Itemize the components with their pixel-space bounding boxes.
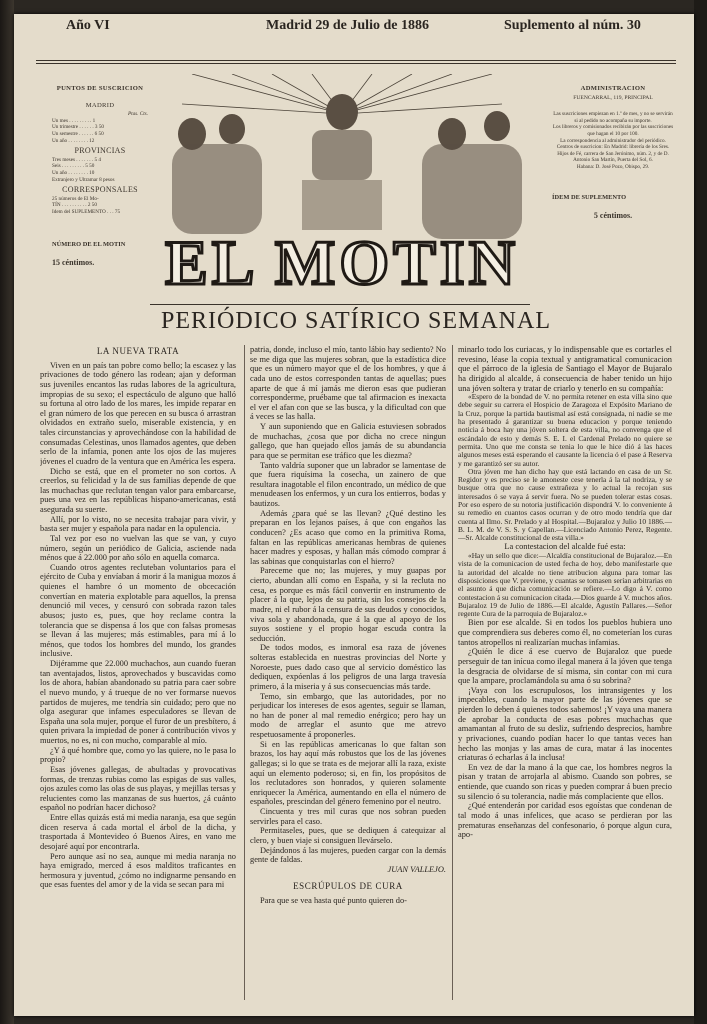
admin-note: Los libreros y comisionados recibirán por las suscriciones que hagan el 10 por 100. [552,124,674,137]
quoted-letter: Otra jóven me han dicho hay que está lactando en casa de un Sr. Regidor y es preciso se le amoneste cese tenerla á la tal nodriza, y se busque otra que no cause extrañeza y lo actual la recojan sus interesados ó se vaya á servir fuera. No se pueden tolerar estas cosas. Por eso espero de su notoria justificación dispondrá V. lo conveniente á su remedio en cuantos casos ocurran y de otro modo tendría que dar cuenta al Ilmo. Sr. Prelado y al Hospital.—Bujaraloz y Julio 10 1886.—B. L. M. de V. S. S. y Capellan.—Licenciado Antonio Perez, Regente.—Sr. Alcalde constitucional de esta villa.» [458,466,672,543]
paragraph: En vez de dar la mano á la que cae, los hombres negros la pisan y tratan de arrojarla al abismo. Cuando son pobres, se entiende, que cuando son ricas y pueden comprar á buen precio su silencio ó su tolerancia, nadie más complaciente que ellos. [458,762,672,801]
masthead-rule [150,304,530,305]
price-heading: Ptas. Cts. [127,111,148,118]
corresponsales-row: TÍN . . . . . . . . . . 2 50 [52,202,97,209]
masthead-drawing [152,74,532,304]
madrid-row: Un mes . . . . . . . . . 1 [52,117,96,124]
paragraph: minarlo todo los curiacas, y lo indispensable que es cortarles el revesino, léase la copia textual y antigramatical comunicacion que el párroco de la iglesia de Santiago el Mayor de Bujaralo ha dirigido al alcalde, á consecuencia de haber tenido un hijo una jóven soltera y tratar de criarlo y tenerlo en su compañía: [458,345,672,393]
article-heading: ESCRÚPULOS DE CURA [293,881,403,892]
admin-note: Las suscriciones empiezan en 1.º de mes, y no se servirán si al pedido no acompaña su importe. [553,111,673,124]
admin-note: Centros de suscricion: En Madrid: librería de los Sres. Hijos de Fé, carrera de San Jerónimo, núm. 2, y de D. Antonio San Martín, Puerta del Sol, 6. [556,144,670,164]
paragraph: Bien por ese alcalde. Si en todos los pueblos hubiera uno que comprendiera sus deberes como él, no cometerían los curas tantos atropellos ni realizarían muchas infamias. [458,618,672,647]
column-divider [452,345,453,1000]
paragraph: patria, donde, incluso el mío, tanto lábio hay sediento? No se me diga que las mujeres sobran, que la estadística dice que es un número mayor que el de los hombres, y que á cada uno de estos corresponden tantas de aquellas; pues aparte de que á mí jamás me dieron esas que pudieran corresponderme, pruébame que tal afirmacion es inexacta el ver el afan con que se las busca, y la dificultad con que á veces se las halla. [250,345,446,422]
paragraph: ¿Y á qué hombre que, como yo las quiere, no le pasa lo propio? [40,745,236,765]
paragraph: Permitaseles, pues, que se dediquen á catequizar al clero, y buen viaje si consiguen llevárselo. [250,826,446,845]
paragraph: Tanto valdría suponer que un labrador se lamentase de que fuera riquísima la cosecha, un zainero de que resultara inagotable el filon encontrado, un médico de que menudeasen los enfermos, y un cura los entierros, bodas y bautizos. [250,460,446,508]
paragraph: Pero aunque así no sea, aunque mi media naranja no haya emigrado, merced á esos malditos traficantes en hermosura y juventud, ¿cómo no indignarme pensando en que esas fuentes del amor y de la vida se secan para mi [40,851,236,890]
administration-address: FUENCARRAL, 119, PRINCIPAL [573,94,653,101]
paragraph: La contestacion del alcalde fué esta: [504,542,626,552]
column-1 [40,345,236,1005]
admin-note: La correspondencia al administrador del periódico. [560,137,666,144]
paragraph: Si en las repúblicas americanas lo que faltan son brazos, los hay aquí más robustos que los de las jóvenes gallegas; si lo que se trata es de mejorar allí la raza, existe aquí un elemento poderoso; si, en fin, los propósitos de los reclutadores son honrados, y quieren solamente enriquecer la América, aumentando en ella el número de españoles, prescindan del género femenino por el neutro. [250,739,446,807]
paragraph: Dejándonos á las mujeres, pueden cargar con la demás gente de faldas. [250,845,446,865]
paragraph: Cuando otros agentes recluteban voluntarios para el ejército de Cuba y envíaban á morir á la manigua mozos á quienes el hambre ó un momento de obcecación convertían en materia explotable para aquellos, la prensa denunció mil veces, y censuró con sobrada razon tales abusos; justo es, pues, que hoy reclame contra la tolerancia que se dispensa á los que con falsas promesas se llevan á las mujeres; más estimables, para mí á lo ménos, que todos los hombres del mundo, los grandes inclusive. [40,562,236,659]
supplement-label: ÍDEM DE SUPLEMENTO [552,193,627,201]
paragraph: ¿Quién le dice á ese cuervo de Bujaraloz que puede perseguir de tan inícua como ilegal manera á la jóven que tenga la desgracia de olvidarse de sí misma, sin contar con mi cura que la ampare, proclamándola su ama ó su sobrina? [458,647,672,686]
page-title: PERIÓDICO SATÍRICO SEMANAL [160,308,552,334]
admin-note: Habana: D. José Pozo, Obispo, 29. [576,163,650,170]
quoted-letter: «Espero de la bondad de V. no permita retener en esta villa sino que debe seguir su carrera el Hospicio de Zaragoza el Expósito Mariano de la Cruz, porque la partida bautismal así está consignada, ni nadie se me ha presentado á garantizar su buena educacion y porque teniendo noticia á boca hay una jóven soltera de esta villa, no convenga que el escándalo de esto y demás S. E. I. el Cardenal Prelado no quiere se permita. Uno que me consta se tenia lo que le hice dió á las haces algunos meses está esperando el causante la licencia ó el pase á Reserva y me garantizó ser su autor. [458,392,672,468]
corresponsales-label: CORRESPONSALES [62,185,138,195]
madrid-label: MADRID [85,101,115,109]
madrid-row: Un año . . . . . . . . 12 [52,137,95,144]
book-spine [0,0,14,1024]
madrid-row: Un semestre . . . . . . 6 50 [52,130,104,137]
madrid-row: Un trimestre . . . . . . 3 50 [52,124,105,131]
paragraph: Temo, sin embargo, que las autoridades, por no perjudicar los intereses de esos agentes, seguir se llaman, no han de poner al mal remedio enérgico; pero hay un modo de arreglar el asunto que me atrevo respetuosamente á proponerles. [250,691,446,739]
column-2 [250,345,446,1005]
supplement-price: 5 céntimos. [593,211,633,221]
provincias-row: Extranjero y Ultramar 8 pesos [52,176,115,183]
paragraph: De todos modos, es inmoral esa raza de jóvenes solteras establecida en nuestras provincias del Norte y Noroeste, pues dado caso que al servicio doméstico las dediquen, expóenlas á los peligros de una larga travesía primero, á la miseria y á sus consecuencias más tarde. [250,643,446,691]
paragraph: Y aun suponiendo que en Galicia estuviesen sobrados de muchachas, ¿cosa que por dicha no crece ningun gallego, que han quejado ellos jamás de su abundancia para que se permitan ese tráfico que les diezma? [250,422,446,460]
administration-box [552,82,674,220]
provincias-row: Seis . . . . . . . . . 5 50 [52,163,95,170]
paragraph: ¿Qué entenderán por caridad esos egoístas que condenan de tal modo á unas infelices, que acaso se perdieran por las prematuras enseñanzas del confesonario, ó porque algun cura, apo- [458,801,672,840]
number-price: 15 céntimos. [52,258,95,268]
provincias-row: Tres meses . . . . . . . 5 4 [52,156,101,163]
column-3 [458,345,672,1005]
paragraph: Dicho se está, que en el prometer no son cortos. A creerlos, su felicidad y la de sus familias depende de que las muchachas que reclutan tengan valor para embarcarse, pues una vez en las repúblicas hispano-americanas, está asegurada su suerte. [40,466,236,514]
paragraph: Pareceme que no; las mujeres, y muy guapas por cierto, abundan allí como en España, y si la recluta no cesa, es porque es más fácil convertir en instrumento de placer á la que, lejos de su patria, sin los consejos de la madre, ni el rubor á la censura de sus deudos y conocidos, viva sola y abandonada, que á la que al apoyo de los suyos sostiene y el propio hogar escuda contra la seducción. [250,566,446,643]
paragraph: Entre ellas quizás está mi media naranja, esa que según dicen reserva á cada mortal el árbol de la dicha, y trasportada á Montevideo ó Buenos Aires, en vano me desojaré aquí por encontrarla. [40,813,236,851]
header-bar [36,18,676,38]
header-volume: Año VI [66,18,110,33]
quoted-letter: «Hay un sello que dice:—Alcaldía constitucional de Bujaraloz.—En vista de la comunicacion de usted fecha de hoy, debo manifestarle que la autoridad del alcalde no tiene atribucion alguna para tomar las disposiciones que V. previene, y cuantas se tomasen serían arbitrarias en el asunto á que dicha comunicación se refiere.—Lo digo á V. como contestacion á su comunicacion citada.—Dios guarde á V. muchos años. Bujaraloz 19 de Julio de 1886.—El alcalde, Agustín Pallares.—Señor regente Cura de la parroquia de Bujaraloz.» [458,551,672,619]
header-rule [36,60,676,61]
crowd-figures [172,94,522,239]
number-label: NÚMERO DE EL MOTIN [52,240,126,248]
provincias-row: Un año . . . . . . . . 10 [52,169,95,176]
header-rule-thin [36,63,676,64]
paragraph: Esas jóvenes gallegas, de abultadas y provocativas formas, de trenzas rubias como las espigas de sus valles, ojos azules como las olas de sus playas, y mejillas tersas y relucientes como las manzanas de sus huertos, ¿á cuánto español no podrían hacer dichoso? [40,764,236,813]
paragraph: ¡Vaya con los escrupulosos, los intransigentes y los impecables, cuando la mayor parte de las jóvenes que se pierden lo deben á quienes todos sabemos! ¡Y vaya una manera de aprobar la conducta de esas pobres muchachas que amamantan al fruto de su desliz, sufriendo desprecios, hambre y privaciones, cuando podían hacer lo que tantas veces han hecho las monjas y las amas de cura, matar á las inocentes criaturas ó echarlas á la inclusa! [458,685,672,763]
paragraph: Tal vez por eso no vuelvan las que se van, y cuyo número, según un periódico de Galicia, asciende nada ménos que á 22.000 por año sólo en aquella comarca. [40,533,236,563]
masthead-logo [165,227,519,298]
masthead-illustration [152,74,532,304]
paragraph: Cincuenta y tres mil curas que nos sobran pueden servirles para el caso. [250,807,446,826]
paragraph: Allí, por lo visto, no se necesita trabajar para vivir, y basta ser mujer y española para nadar en la opulencia. [40,514,236,534]
signature: JUAN VALLEJO. [387,864,446,874]
corresponsales-row: Idem del SUPLEMENTO . . . 75 [52,208,121,215]
corresponsales-row: 25 números de El Mo- [52,195,99,202]
paragraph: Para que se vea hasta qué punto quieren do- [260,896,407,905]
paragraph: Viven en un país tan pobre como bello; la escasez y las privaciones de todo género las rodean; ajan y deforman sus juveniles encantos las rudas labores de la agricultura, impropias de su sexo; el espectáculo de alguno que halló su fortuna al otro lado de los mares, les impide reparar en el gran número de los que perecen en su busca ó arrastran olvidados en extraño suelo, miserable existencia, y en tales circunstancias y aprovechándose con la habilidad de consumadas Celestinas, unos llamados agentes, que deben serlo de la infamia, ponen ante los ojos de las mujeres jóvenes el cuadro de la ventura que en América les espera. [40,360,236,466]
header-date: Madrid 29 de Julio de 1886 [266,18,429,33]
subscription-title: PUNTOS DE SUSCRICION [56,85,144,92]
logo-text: EL MOTIN [165,227,519,298]
paragraph: Dijéramme que 22.000 muchachos, aun cuando fueran tan aventajados, listos, aprovechados y buscavidas como los de ahora, habían abandonado su patria para caer sobre el nuevo mundo, y á trueque de no ver formarse nuevos partidos de mujeres, me tendría sin cuidado; pero que no olga asegurar que infames especuladores se llevan de España una sola mujer, porque el furor de un presbítero, á quien privara la impiedad de poner á contribución vivos y muertos, no es, ni con mucho, comparable al mío. [40,659,236,745]
paragraph: Además ¿para qué se las llevan? ¿Qué destino les preparan en los lejanos países, á que con engaños las conducen? ¿Es acaso que como en la primitiva Roma, faltan en las repúblicas americanas hembras de quienes hacer madres y esposas, y hallan más cómodo comprar á las sabinas que conquistarlas con el hierro? [250,508,446,566]
administration-title: ADMINISTRACION [580,85,646,92]
subscription-box [52,82,148,267]
page-edge [694,0,707,1024]
article-heading: LA NUEVA TRATA [96,346,180,356]
header-supplement: Suplemento al núm. 30 [504,18,641,33]
column-divider [244,345,245,1000]
provincias-label: PROVINCIAS [74,146,126,156]
